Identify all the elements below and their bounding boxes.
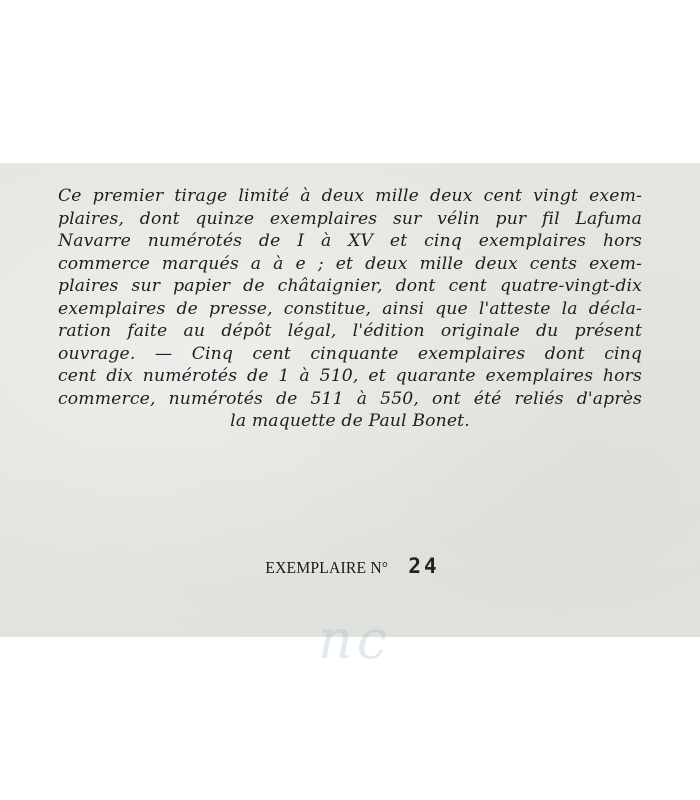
colophon-line: ration faite au dépôt légal, l'édition originale du présent xyxy=(58,321,642,341)
colophon-line: plaires, dont quinze exemplaires sur vélin pur fil Lafuma xyxy=(58,208,642,229)
colophon-line: cent dix numérotés de 1 à 510, et quarante exemplaires hors xyxy=(58,366,642,386)
copy-number-value: 24 xyxy=(408,554,440,578)
copy-number xyxy=(0,554,700,578)
colophon-line: commerce marqués a à e ; et deux mille deux cents exem- xyxy=(58,253,642,274)
colophon-line: Navarre numérotés de I à XV et cinq exemplaires hors xyxy=(58,231,642,251)
colophon-line: commerce, numérotés de 511 à 550, ont été reliés d'après xyxy=(58,388,642,409)
colophon-line: la maquette de Paul Bonet. xyxy=(230,411,470,431)
show-through-ink: nc xyxy=(318,608,392,671)
colophon-line: exemplaires de presse, constitue, ainsi que l'atteste la décla- xyxy=(58,298,642,319)
colophon-line: Ce premier tirage limité à deux mille deux cent vingt exem- xyxy=(58,186,642,206)
colophon-line: ouvrage. — Cinq cent cinquante exemplaires dont cinq xyxy=(58,343,642,364)
justification-du-tirage xyxy=(58,185,642,433)
colophon-page xyxy=(0,163,700,671)
colophon-line: plaires sur papier de châtaignier, dont cent quatre-vingt-dix xyxy=(58,276,642,296)
copy-number-label: EXEMPLAIRE N° xyxy=(265,558,389,577)
